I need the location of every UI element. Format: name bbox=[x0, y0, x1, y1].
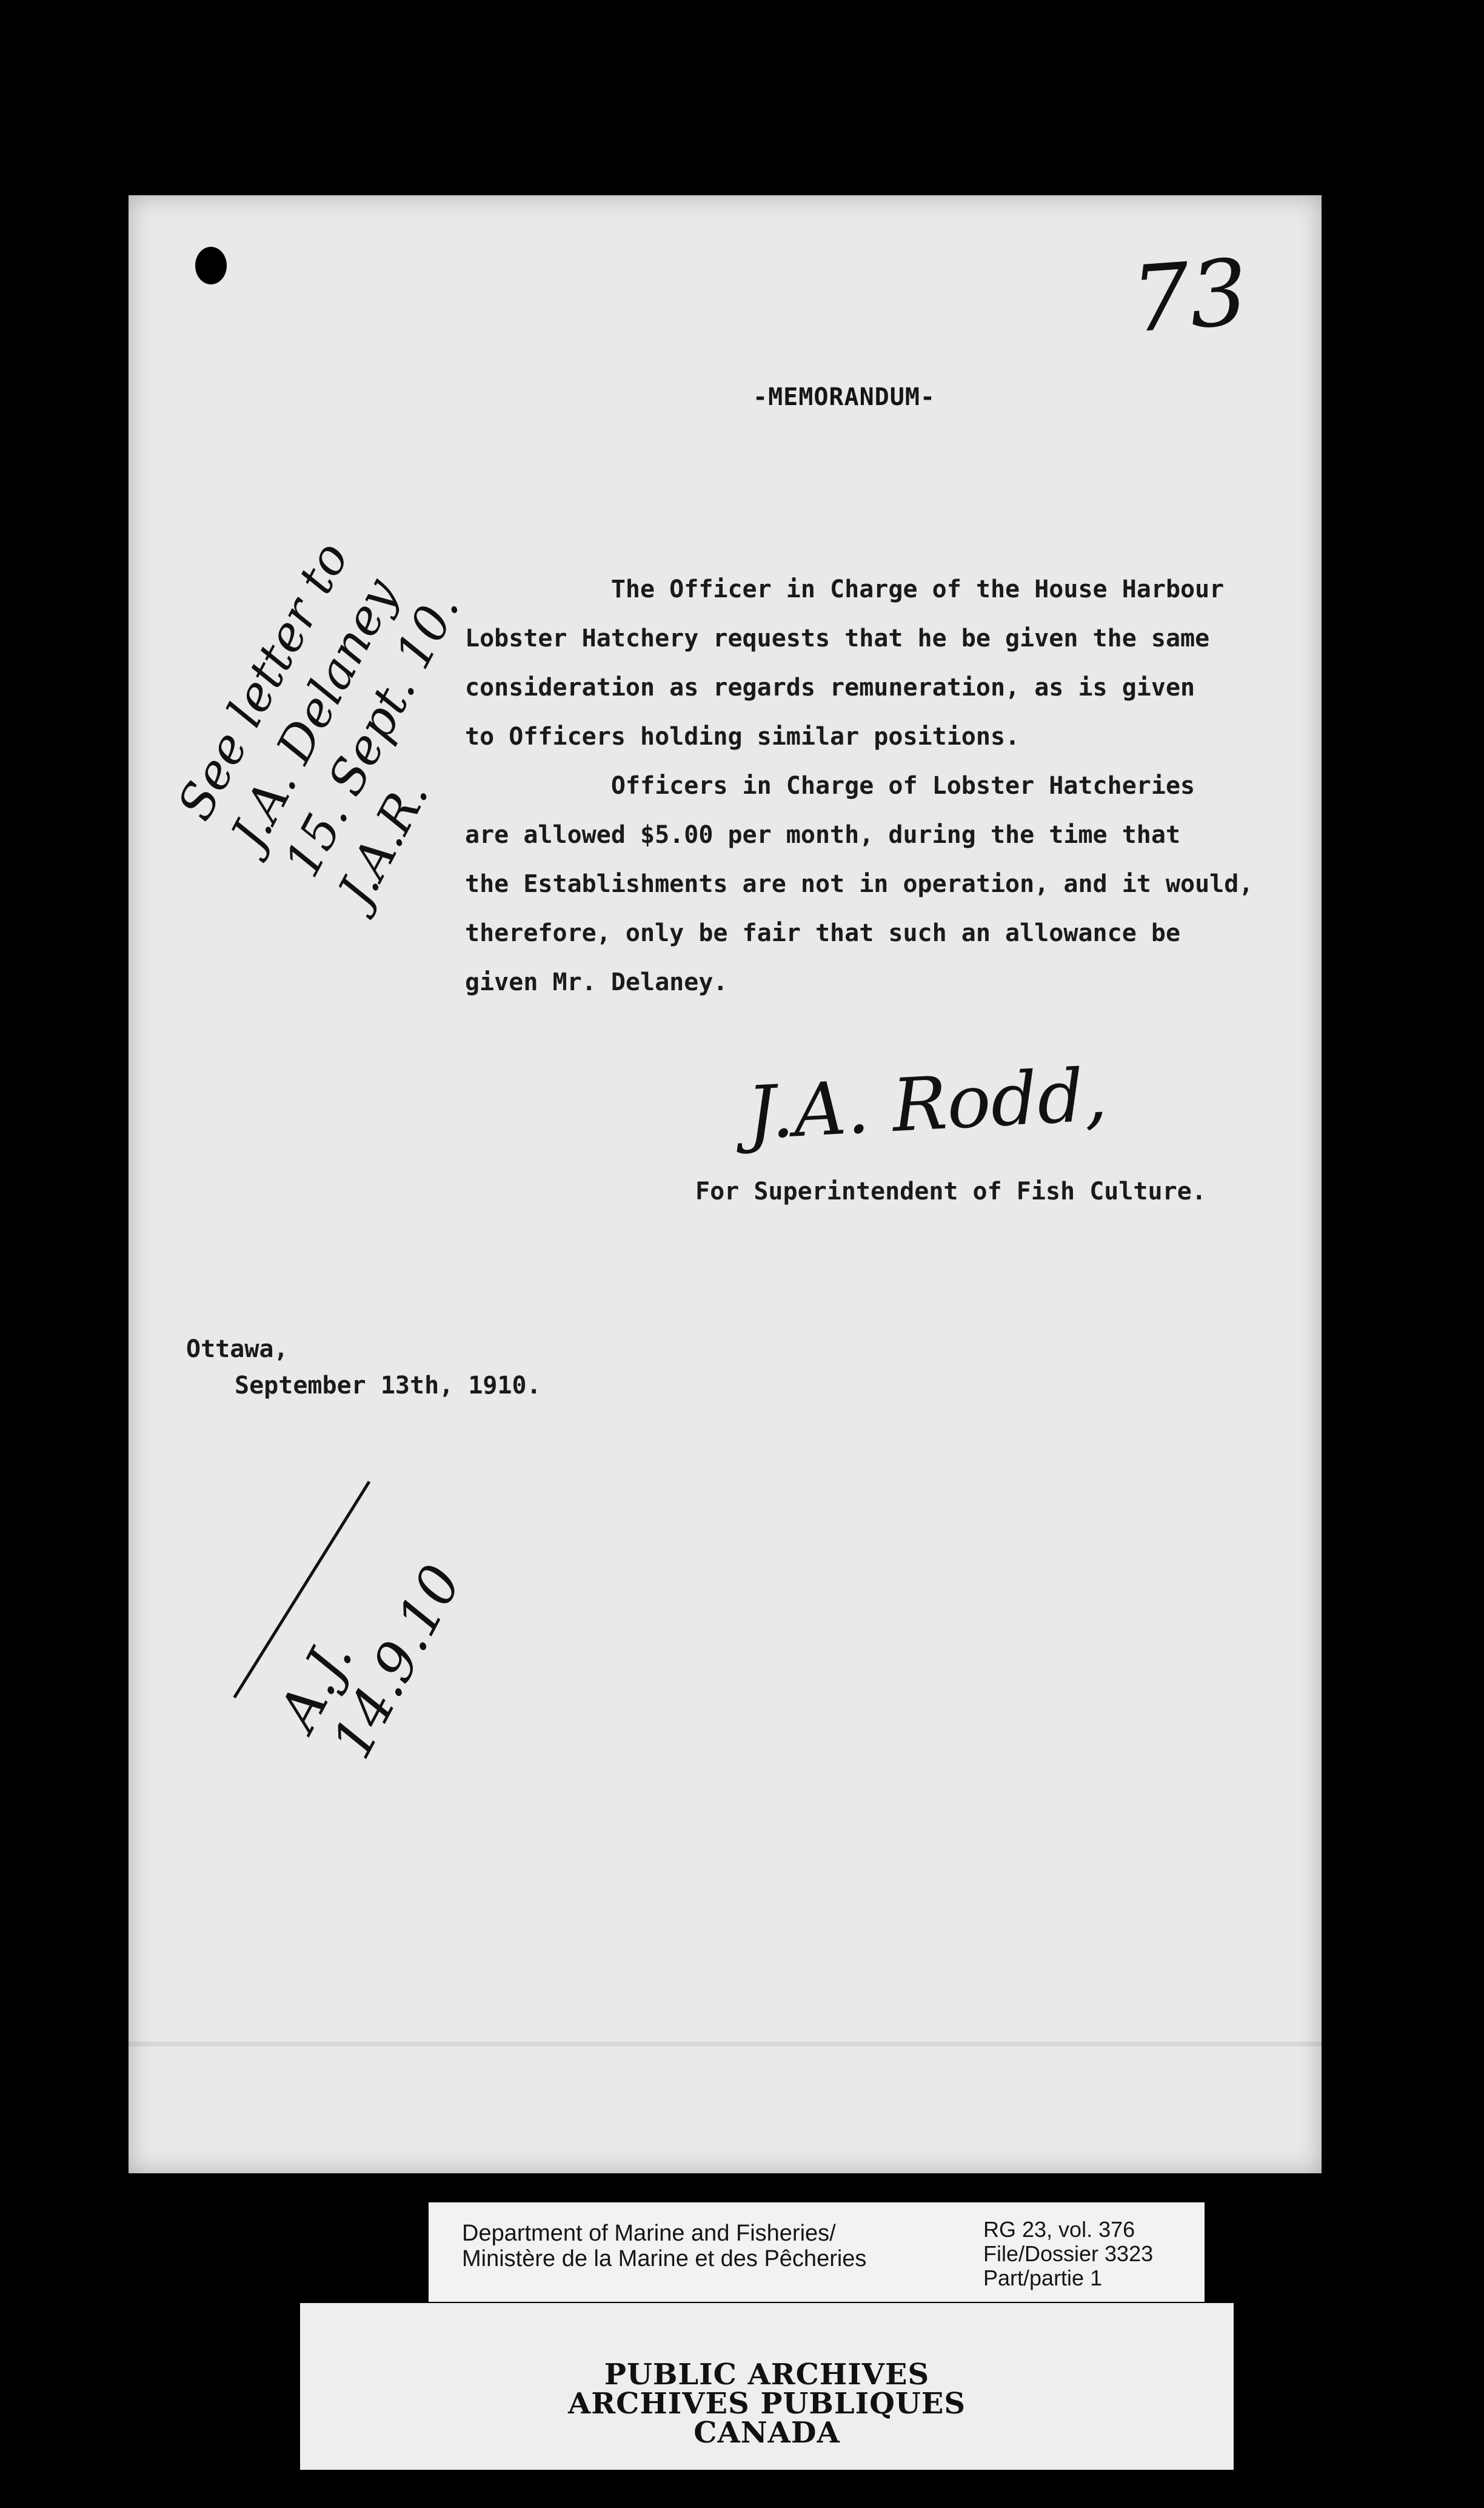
signature-title: For Superintendent of Fish Culture. bbox=[695, 1178, 1206, 1205]
handwritten-signature: J.A. Rodd, bbox=[744, 1053, 1109, 1156]
memo-line: Officers in Charge of Lobster Hatcheries bbox=[465, 772, 1195, 800]
memo-body bbox=[465, 565, 1332, 1007]
memo-line: are allowed $5.00 per month, during the time that bbox=[465, 821, 1181, 849]
record-group-volume: RG 23, vol. 376 bbox=[983, 2217, 1135, 2242]
memo-page bbox=[129, 195, 1322, 2173]
department-name-french: Ministère de la Marine et des Pêcheries bbox=[462, 2246, 867, 2272]
stamp-line-english: PUBLIC ARCHIVES bbox=[604, 2358, 930, 2392]
handwritten-initials-note: A.J. 14.9.10 bbox=[266, 1555, 474, 1769]
memo-line: Lobster Hatchery requests that he be given the same bbox=[465, 625, 1210, 652]
handwritten-margin-note: See letter to J.A. Delaney 15. Sept. 10. J.A.R. bbox=[166, 532, 470, 914]
memo-line: given Mr. Delaney. bbox=[465, 968, 728, 996]
part-number: Part/partie 1 bbox=[983, 2265, 1103, 2290]
memo-place: Ottawa, bbox=[186, 1335, 289, 1363]
stamp-line-french: ARCHIVES PUBLIQUES bbox=[568, 2387, 966, 2421]
memo-line: to Officers holding similar positions. bbox=[465, 723, 1020, 751]
paper-fold bbox=[129, 2042, 1322, 2047]
punch-hole bbox=[195, 247, 227, 284]
file-number: File/Dossier 3323 bbox=[983, 2241, 1154, 2266]
memo-line: therefore, only be fair that such an allowance be bbox=[465, 919, 1181, 947]
archives-stamp bbox=[300, 2303, 1234, 2470]
archive-reference-label bbox=[429, 2202, 1205, 2302]
memo-line: the Establishments are not in operation, and it would, bbox=[465, 870, 1254, 898]
memo-line: The Officer in Charge of the House Harbour bbox=[465, 575, 1225, 603]
memo-title: -MEMORANDUM- bbox=[753, 383, 935, 411]
stamp-line-country: CANADA bbox=[694, 2416, 840, 2450]
memo-line: consideration as regards remuneration, as is given bbox=[465, 674, 1195, 702]
handwritten-page-number: 73 bbox=[1128, 240, 1251, 354]
department-name-english: Department of Marine and Fisheries/ bbox=[462, 2221, 836, 2246]
memo-date: September 13th, 1910. bbox=[235, 1372, 541, 1400]
